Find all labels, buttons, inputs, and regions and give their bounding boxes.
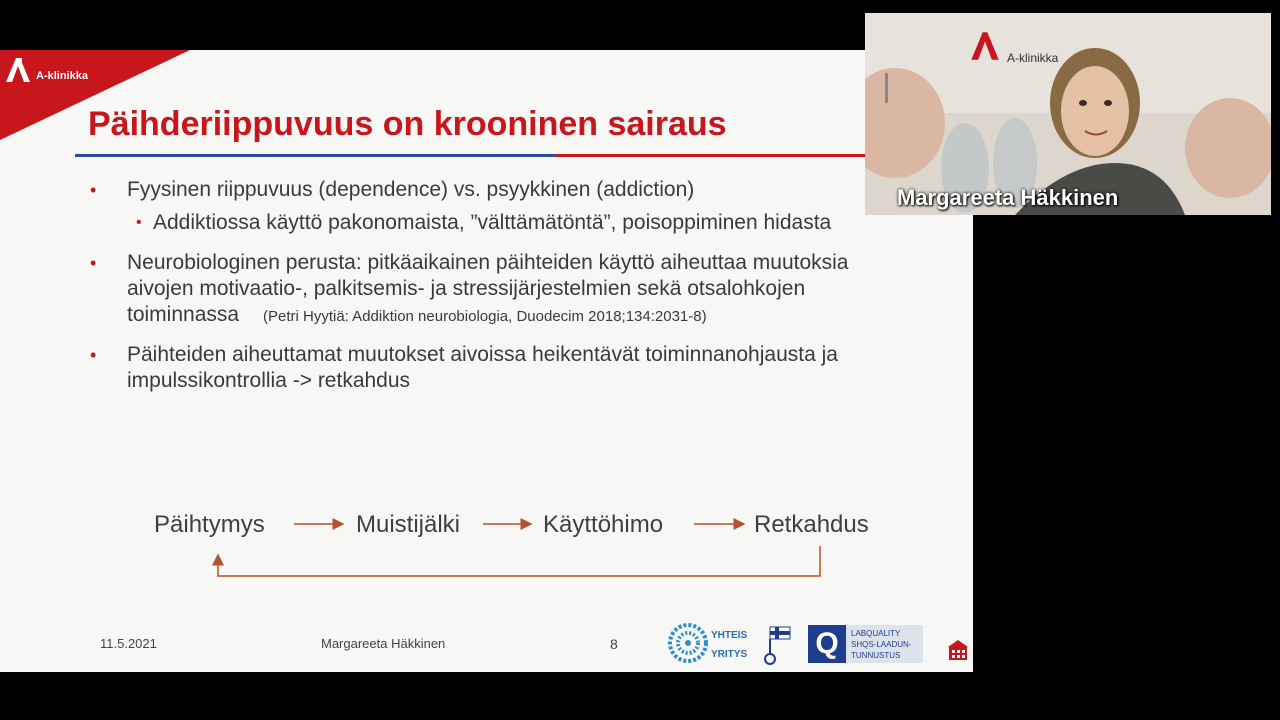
logo-text-line: LABQUALITY: [851, 629, 901, 638]
logo-text-line: SHQS-LAADUN-: [851, 640, 912, 649]
webcam-logo-icon: [969, 30, 1001, 62]
bullet-text: aivojen motivaatio-, palkitsemis- ja stressijärjestelmien sekä otsalohkojen: [127, 277, 806, 300]
webcam-brand-text: A-klinikka: [1007, 51, 1059, 65]
bullet-marker: •: [90, 345, 97, 365]
bullet-text: impulssikontrollia -> retkahdus: [127, 369, 411, 392]
bullet-marker: •: [90, 180, 97, 200]
labquality-q-icon: Q: [808, 625, 846, 663]
slide-brand: A-klinikka: [36, 70, 88, 82]
logo-text-line: TUNNUSTUS: [851, 651, 901, 660]
yhteisyritys-logo-icon: [668, 623, 708, 663]
bullet-text: Addiktiossa käyttö pakonomaista, ”välttämätöntä”, poisoppiminen hidasta: [153, 211, 832, 234]
bullet-text: Päihteiden aiheuttamat muutokset aivoissa heikentävät toiminnanohjausta ja: [127, 343, 838, 366]
footer-date: 11.5.2021: [100, 636, 157, 651]
slide-title: Päihderiippuvuus on krooninen sairaus: [88, 105, 727, 143]
flow-step: Käyttöhimo: [543, 511, 664, 538]
bullet-text: Fyysinen riippuvuus (dependence) vs. psyykkinen (addiction): [127, 178, 695, 201]
labquality-text: [851, 628, 911, 661]
flow-step: Muistijälki: [356, 511, 461, 538]
webcam-video-tile[interactable]: [865, 13, 1271, 215]
bullet-marker: •: [136, 214, 142, 231]
bullet-marker: •: [90, 253, 97, 273]
flow-step: Päihtymys: [154, 511, 265, 538]
logo-text-line: YRITYS: [711, 649, 748, 660]
presentation-slide: [0, 50, 973, 672]
bullet-text: Neurobiologinen perusta: pitkäaikainen päihteiden käyttö aiheuttaa muutoksia: [127, 251, 849, 274]
key-flag-icon: [762, 625, 792, 667]
reference-text: (Petri Hyytiä: Addiktion neurobiologia, Duodecim 2018;134:2031-8): [263, 308, 707, 325]
feedback-arrow: [218, 546, 820, 576]
flow-step: Retkahdus: [754, 511, 869, 538]
labquality-logo: [808, 625, 923, 663]
participant-name: Margareeta Häkkinen: [897, 185, 1119, 210]
logo-text-line: YHTEIS: [711, 630, 748, 641]
page-number: 8: [610, 636, 618, 652]
flow-arrows: [0, 50, 973, 672]
building-icon: [947, 639, 969, 661]
footer-presenter: Margareeta Häkkinen: [321, 636, 446, 651]
bullet-text: toiminnassa: [127, 303, 240, 326]
yhteisyritys-logo-text: [711, 630, 747, 660]
